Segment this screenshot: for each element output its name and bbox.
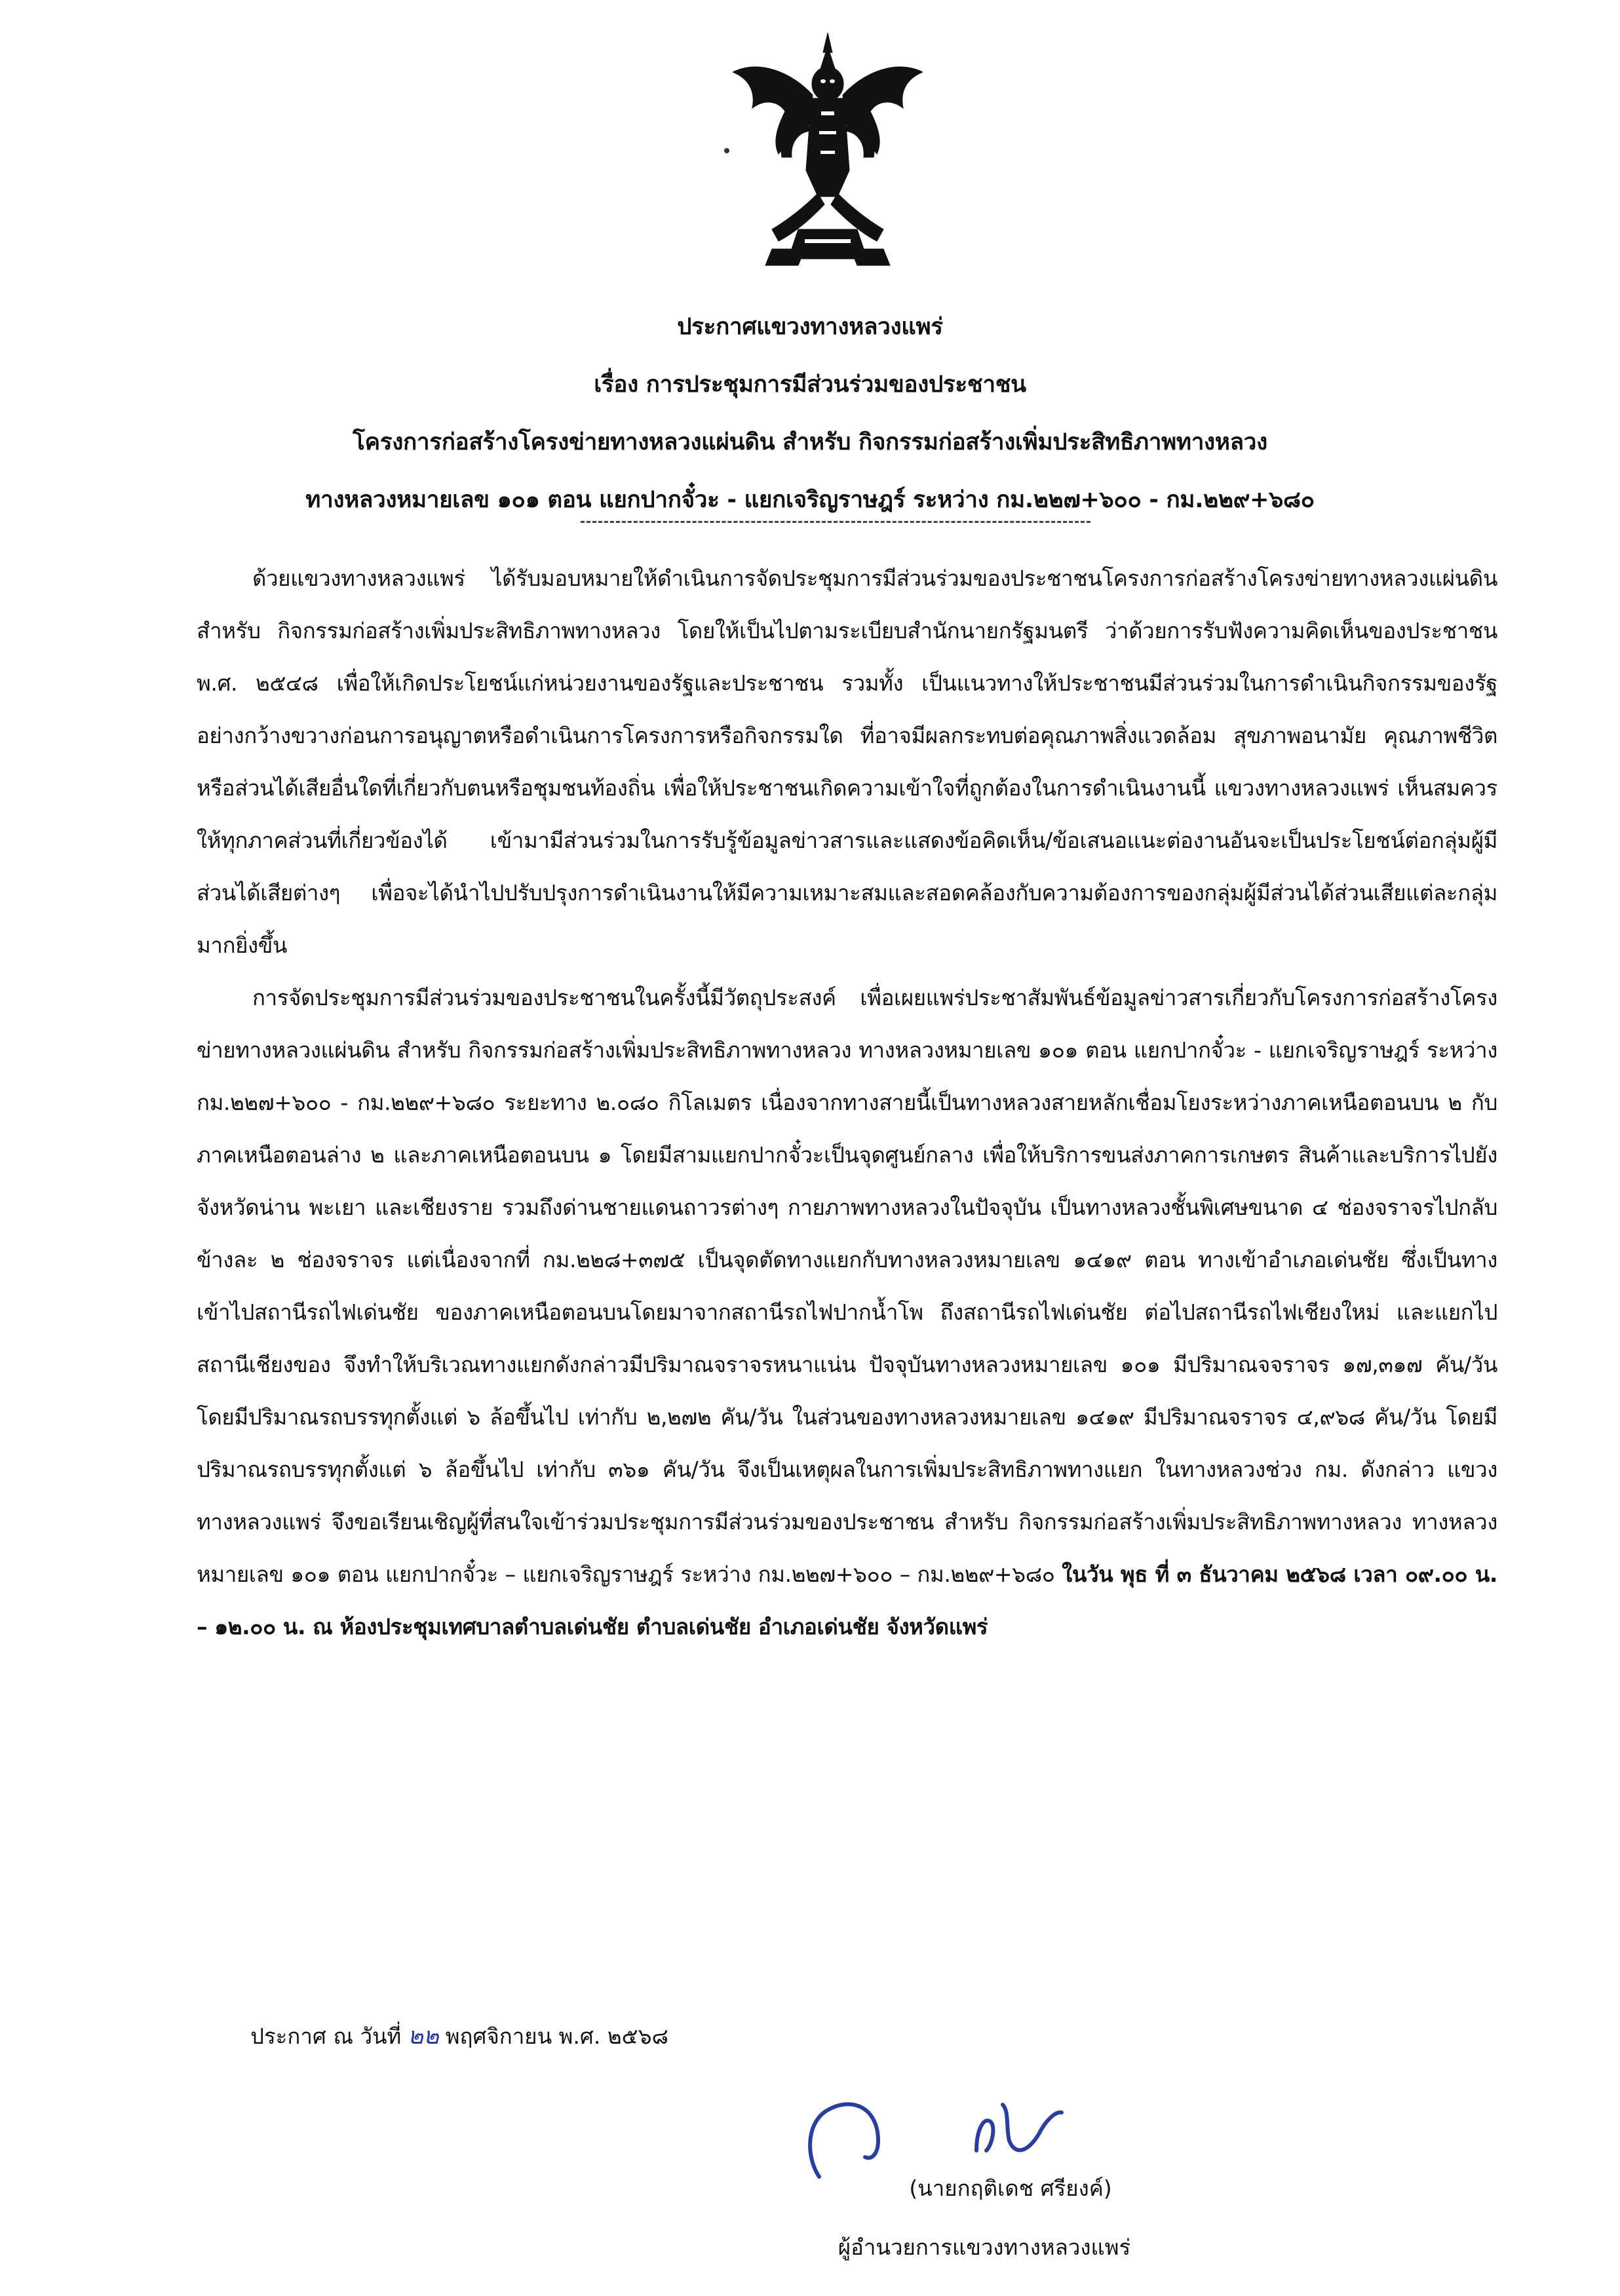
garuda-emblem-icon bbox=[733, 33, 923, 269]
date-day-handwritten: ๒๒ bbox=[408, 2023, 439, 2050]
paragraph-2-text: การจัดประชุมการมีส่วนร่วมของประชาชนในครั้งนี้มีวัตถุประสงค์ เพื่อเผยแพร่ประชาสัมพันธ์ข้อมูลข่าวสารเกี่ยวกับโครงการก่อสร้างโครงข่ายทางหลวงแผ่นดิน สำหรับ กิจกรรมก่อสร้างเพิ่มประสิทธิภาพทางหลวง ทางหลวงหมายเลข ๑๐๑ ตอน แยกปากจั๋วะ - แยกเจริญราษฎร์ ระหว่าง กม.๒๒๗+๖๐๐ - กม.๒๒๙+๖๘๐ ระยะทาง ๒.๐๘๐ กิโลเมตร เนื่องจากทางสายนี้เป็นทางหลวงสายหลักเชื่อมโยงระหว่างภาคเหนือตอนบน ๒ กับภาคเหนือตอนล่าง ๒ และภาคเหนือตอนบน ๑ โดยมีสามแยกปากจั๋วะเป็นจุดศูนย์กลาง เพื่อให้บริการขนส่งภาคการเกษตร สินค้าและบริการไปยังจังหวัดน่าน พะเยา และเชียงราย รวมถึงด่านชายแดนถาวรต่างๆ กายภาพทางหลวงในปัจจุบัน เป็นทางหลวงชั้นพิเศษขนาด ๔ ช่องจราจรไปกลับ ข้างละ ๒ ช่องจราจร แต่เนื่องจากที่ กม.๒๒๘+๓๗๕ เป็นจุดตัดทางแยกกับทางหลวงหมายเลข ๑๔๑๙ ตอน ทางเข้าอำเภอเด่นชัย ซึ่งเป็นทางเข้าไปสถานีรถไฟเด่นชัย ของภาคเหนือตอนบนโดยมาจากสถานีรถไฟปากน้ำโพ ถึงสถานีรถไฟเด่นชัย ต่อไปสถานีรถไฟเชียงใหม่ และแยกไปสถานีเชียงของ จึงทำให้บริเวณทางแยกดังกล่าวมีปริมาณจราจรหนาแน่น ปัจจุบันทางหลวงหมายเลข ๑๐๑ มีปริมาณจจราจร ๑๗,๓๑๗ คัน/วัน โดยมีปริมาณรถบรรทุกตั้งแต่ ๖ ล้อขึ้นไป เท่ากับ ๒,๒๗๒ คัน/วัน ในส่วนของทางหลวงหมายเลข ๑๔๑๙ มีปริมาณจราจร ๔,๙๖๘ คัน/วัน โดยมีปริมาณรถบรรทุกตั้งแต่ ๖ ล้อขึ้นไป เท่ากับ ๓๖๑ คัน/วัน จึงเป็นเหตุผลในการเพิ่มประสิทธิภาพทางแยก ในทางหลวงช่วง กม. ดังกล่าว แขวงทางหลวงแพร่ จึงขอเรียนเชิญผู้ที่สนใจเข้าร่วมประชุมการมีส่วนร่วมของประชาชน สำหรับ กิจกรรมก่อสร้างเพิ่มประสิทธิภาพทางหลวง ทางหลวงหมายเลข ๑๐๑ ตอน แยกปากจั๋วะ – แยกเจริญราษฎร์ ระหว่าง กม.๒๒๗+๖๐๐ – กม.๒๒๙+๖๘๐ bbox=[197, 985, 1497, 1587]
signer-name: (นายกฤติเดช ศรียงค์) bbox=[909, 2175, 1112, 2201]
header-divider bbox=[581, 521, 1090, 523]
document-body bbox=[197, 552, 1497, 1653]
paragraph-2 bbox=[197, 972, 1497, 1653]
date-suffix: พฤศจิกายน พ.ศ. ๒๕๖๘ bbox=[445, 2023, 668, 2049]
announcement-date bbox=[250, 2010, 668, 2063]
meeting-details: ในวัน พุธ ที่ ๓ ธันวาคม ๒๕๖๘ เวลา ๐๙.๐๐ น. – ๑๒.๐๐ น. ณ ห้องประชุมเทศบาลตำบลเด่นชัย ตำบลเด่นชัย อำเภอเด่นชัย จังหวัดแพร่ bbox=[197, 1561, 1497, 1639]
date-prefix: ประกาศ ณ วันที่ bbox=[250, 2023, 402, 2049]
paragraph-1: ด้วยแขวงทางหลวงแพร่ ได้รับมอบหมายให้ดำเนินการจัดประชุมการมีส่วนร่วมของประชาชนโครงการก่อสร้างโครงข่ายทางหลวงแผ่นดิน สำหรับ กิจกรรมก่อสร้างเพิ่มประสิทธิภาพทางหลวง โดยให้เป็นไปตามระเบียบสำนักนายกรัฐมนตรี ว่าด้วยการรับฟังความคิดเห็นของประชาชน พ.ศ. ๒๕๔๘ เพื่อให้เกิดประโยชน์แก่หน่วยงานของรัฐและประชาชน รวมทั้ง เป็นแนวทางให้ประชาชนมีส่วนร่วมในการดำเนินกิจกรรมของรัฐอย่างกว้างขวางก่อนการอนุญาตหรือดำเนินการโครงการหรือกิจกรรมใด ที่อาจมีผลกระทบต่อคุณภาพสิ่งแวดล้อม สุขภาพอนามัย คุณภาพชีวิต หรือส่วนได้เสียอื่นใดที่เกี่ยวกับตนหรือชุมชนท้องถิ่น เพื่อให้ประชาชนเกิดความเข้าใจที่ถูกต้องในการดำเนินงานนี้ แขวงทางหลวงแพร่ เห็นสมควรให้ทุกภาคส่วนที่เกี่ยวข้องได้ เข้ามามีส่วนร่วมในการรับรู้ข้อมูลข่าวสารและแสดงข้อคิดเห็น/ข้อเสนอแนะต่องานอันจะเป็นประโยชน์ต่อกลุ่มผู้มีส่วนได้เสียต่างๆ เพื่อจะได้นำไปปรับปรุงการดำเนินงานให้มีความเหมาะสมและสอดคล้องกับความต้องการของกลุ่มผู้มีส่วนได้ส่วนเสียแต่ละกลุ่มมากยิ่งขึ้น bbox=[197, 565, 1497, 958]
announcement-issuer: ประกาศแขวงทางหลวงแพร่ bbox=[677, 314, 943, 340]
project-title: โครงการก่อสร้างโครงข่ายทางหลวงแผ่นดิน สำหรับ กิจกรรมก่อสร้างเพิ่มประสิทธิภาพทางหลวง bbox=[353, 429, 1267, 455]
signer-title: ผู้อำนวยการแขวงทางหลวงแพร่ bbox=[838, 2234, 1131, 2260]
stray-ink-dot bbox=[724, 148, 729, 153]
document-header bbox=[131, 298, 1489, 529]
project-route: ทางหลวงหมายเลข ๑๐๑ ตอน แยกปากจั๋วะ - แยกเจริญราษฎร์ ระหว่าง กม.๒๒๗+๖๐๐ - กม.๒๒๙+๖๘๐ bbox=[305, 487, 1315, 513]
announcement-subject: เรื่อง การประชุมการมีส่วนร่วมของประชาชน bbox=[594, 372, 1026, 398]
